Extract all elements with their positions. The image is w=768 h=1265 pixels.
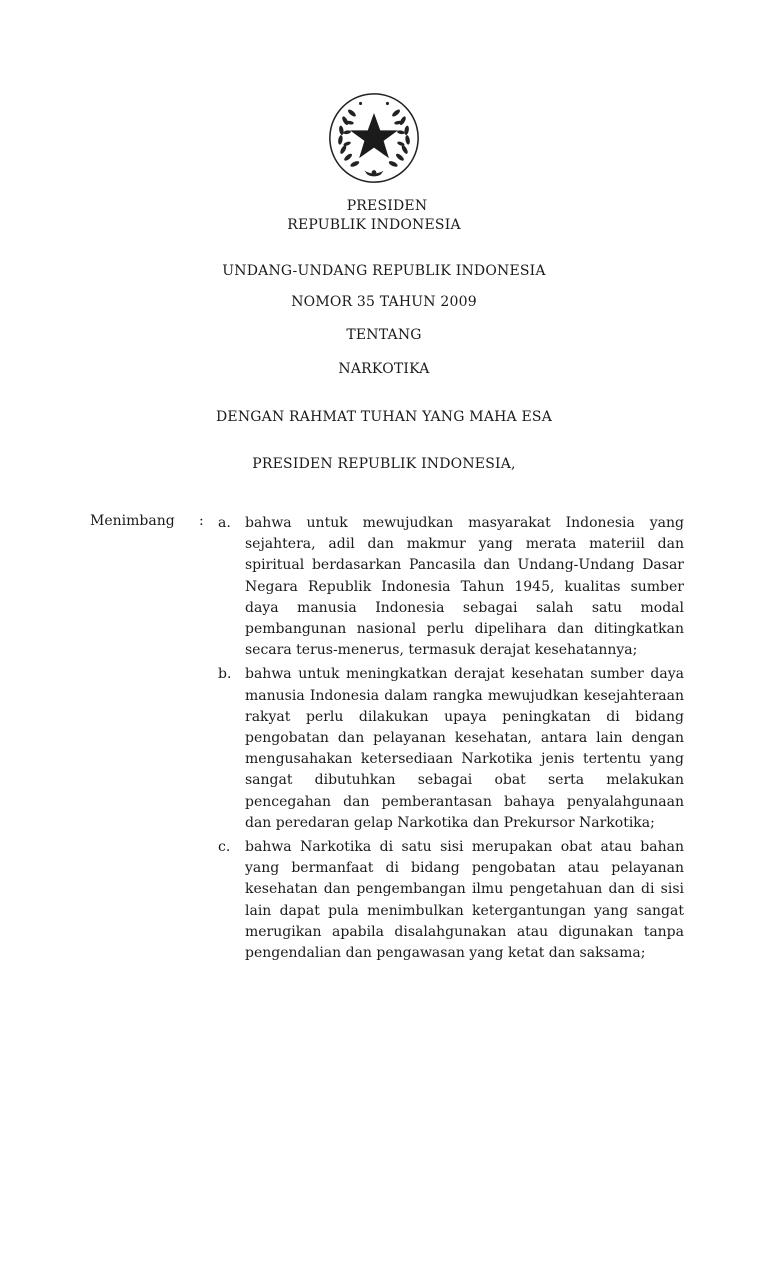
item-marker: b. — [218, 666, 232, 683]
item-text: bahwa untuk mewujudkan masyarakat Indonesia yang sejahtera, adil dan makmur yang merata materiil dan spiritual berdasarkan Pancasila dan Undang-Undang Dasar Negara Republik Indonesia Tahun 1945, kualitas sumber daya manusia Indonesia sebagai salah satu modal pembangunan nasional perlu dipelihara dan ditingkatkan secara terus-menerus, termasuk derajat kesehatannya; — [245, 515, 684, 659]
considering-item-c — [218, 837, 684, 964]
law-subject: NARKOTIKA — [338, 361, 430, 377]
item-marker: c. — [218, 839, 231, 856]
preamble-blessing: DENGAN RAHMAT TUHAN YANG MAHA ESA — [215, 409, 553, 425]
law-number: NOMOR 35 TAHUN 2009 — [291, 294, 477, 310]
header-republik-indonesia: REPUBLIK INDONESIA — [287, 217, 461, 233]
header-presiden: PRESIDEN — [346, 198, 428, 214]
considering-label: Menimbang — [90, 513, 175, 529]
considering-item-b — [218, 664, 684, 834]
item-text: bahwa Narkotika di satu sisi merupakan obat atau bahan yang bermanfaat di bidang pengobatan atau pelayanan kesehatan dan pengembangan ilmu pengetahuan dan di sisi lain dapat pula menimbulkan ketergantungan yang sangat merugikan apabila disalahgunakan atau digunakan tanpa pengendalian dan pengawasan yang ketat dan saksama; — [245, 839, 684, 962]
considering-colon: : — [199, 513, 204, 529]
law-about: TENTANG — [346, 327, 422, 343]
preamble-president: PRESIDEN REPUBLIK INDONESIA, — [252, 456, 516, 472]
considering-list — [218, 513, 684, 967]
item-text: bahwa untuk meningkatkan derajat kesehatan sumber daya manusia Indonesia dalam rangka mewujudkan kesejahteraan rakyat perlu dilakukan upaya peningkatan di bidang pengobatan dan pelayanan kesehatan, antara lain dengan mengusahakan ketersediaan Narkotika jenis tertentu yang sangat dibutuhkan sebagai obat serta melakukan pencegahan dan pemberantasan bahaya penyalahgunaan dan peredaran gelap Narkotika dan Prekursor Narkotika; — [245, 666, 684, 831]
considering-item-a — [218, 513, 684, 661]
garuda-star-emblem-icon — [326, 90, 422, 186]
law-title: UNDANG-UNDANG REPUBLIK INDONESIA — [222, 263, 546, 279]
item-marker: a. — [218, 515, 231, 531]
